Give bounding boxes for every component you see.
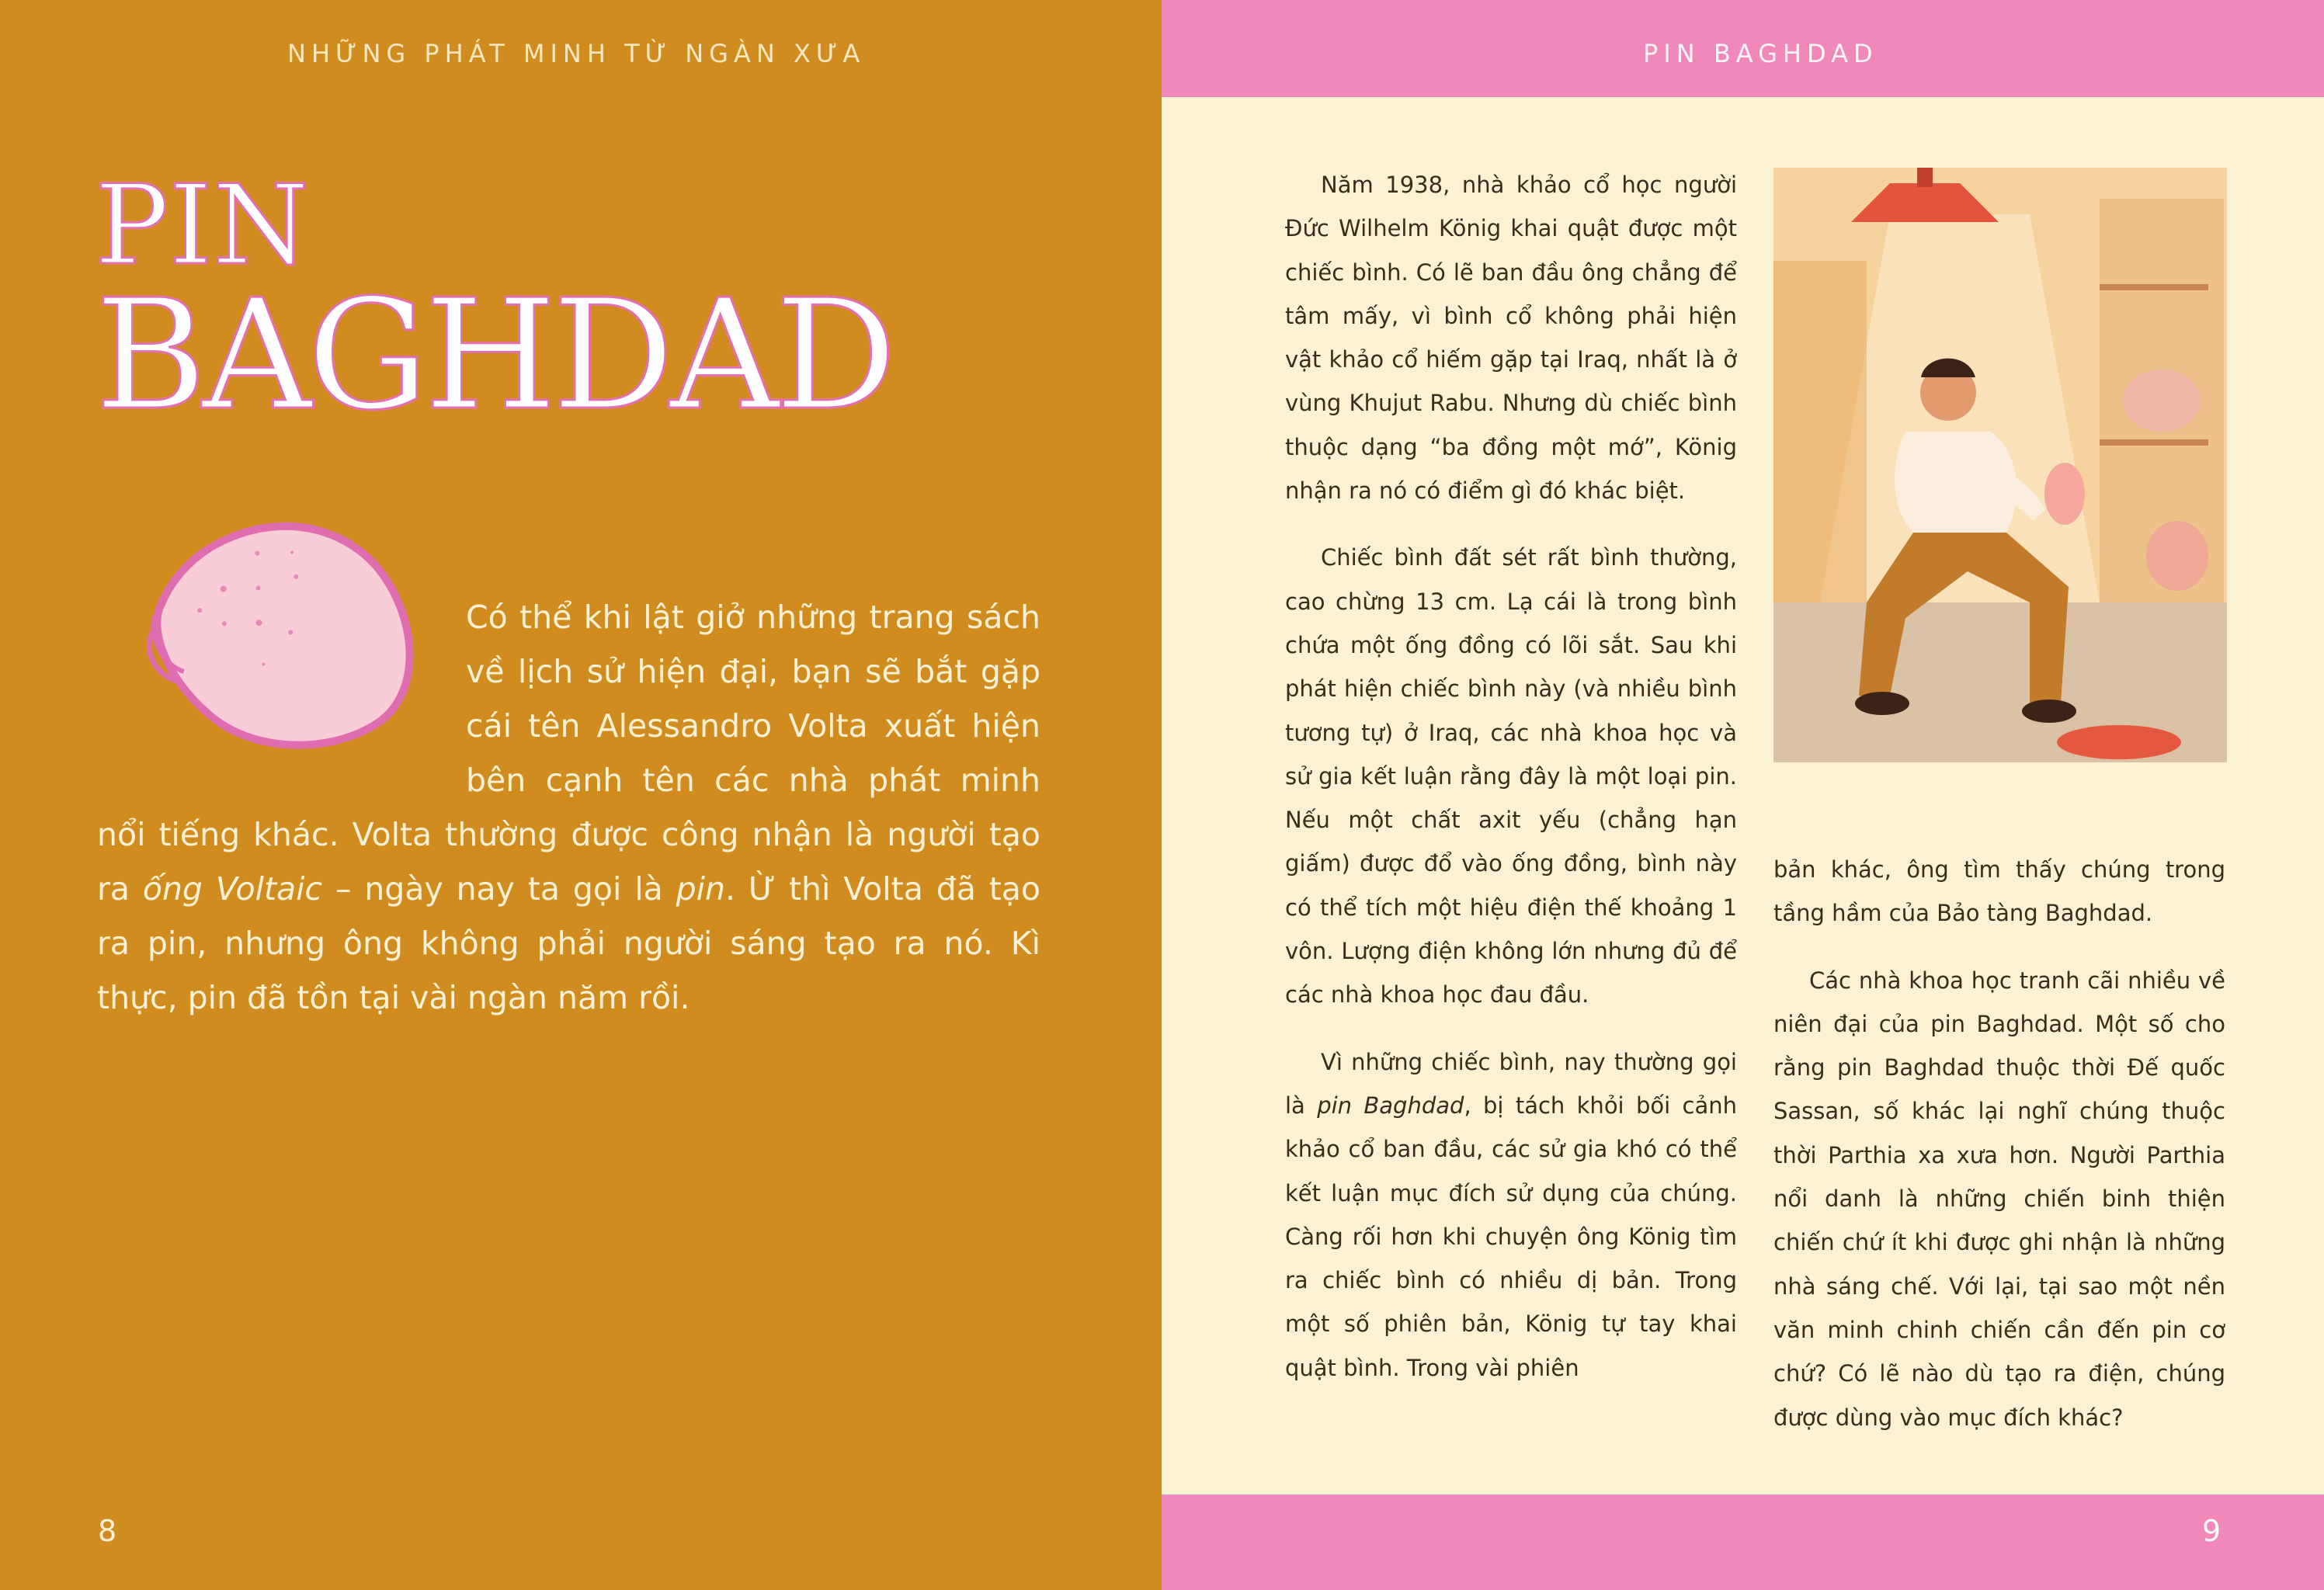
- title-line-1: PIN: [95, 161, 309, 290]
- paragraph-3: [1285, 1040, 1737, 1390]
- page-number-right: 9: [2202, 1514, 2222, 1548]
- running-head-right: PIN BAGHDAD: [1643, 39, 1878, 68]
- intro-paragraph: [97, 590, 1040, 1025]
- paragraph-4: bản khác, ông tìm thấy chúng trong tầng hầm của Bảo tàng Baghdad.: [1773, 856, 2225, 927]
- text-column-1: [1285, 163, 1737, 1413]
- paragraph-3-em: pin Baghdad: [1317, 1092, 1464, 1119]
- intro-em-pin: pin: [676, 870, 726, 908]
- paragraph-3-text-b: , bị tách khỏi bối cảnh khảo cổ ban đầu, các sử gia khó có thể kết luận mục đích sử dụng của chúng. Càng rối hơn khi chuyện ông König tìm ra chiếc bình có nhiều dị bản. Trong một số phiên bản, König tự tay khai quật bình. Trong vài phiên: [1285, 1092, 1738, 1381]
- text-column-2: [1773, 848, 2225, 1463]
- paragraph-1: Năm 1938, nhà khảo cổ học người Đức Wilhelm König khai quật được một chiếc bình. Có lẽ ban đầu ông chẳng để tâm mấy, vì bình cổ không phải hiện vật khảo cổ hiếm gặp tại Iraq, nhất là ở vùng Khujut Rabu. Nhưng dù chiếc bình thuộc dạng “ba đồng một mớ”, König nhận ra nó có điểm gì đó khác biệt.: [1285, 172, 1737, 505]
- archaeologist-illustration: [1773, 168, 2227, 762]
- paragraph-5: Các nhà khoa học tranh cãi nhiều về niên đại của pin Baghdad. Một số cho rằng pin Baghdad thuộc thời Đế quốc Sassan, số khác lại nghĩ chúng thuộc thời Parthia xa xưa hơn. Người Parthia nổi danh là những chiến binh thiện chiến chứ ít khi được ghi nhận là những nhà sáng chế. Với lại, tại sao một nền văn minh chinh chiến cần đến pin cơ chứ? Có lẽ nào dù tạo ra điện, chúng được dùng vào mục đích khác?: [1773, 967, 2225, 1431]
- jar-wrap-space: [97, 590, 466, 800]
- bottom-pink-band: [1162, 1495, 2324, 1590]
- running-head-left: NHỮNG PHÁT MINH TỪ NGÀN XƯA: [287, 39, 866, 68]
- intro-text-1: Có thể khi lật giở những trang sách về lịch sử hiện đại, bạn sẽ bắt gặp cái tên Alessandro Volta xuất hiện bên cạnh tên các nhà phát minh nổi tiếng khác. Volta thường được công nhận là người tạo ra: [97, 599, 1040, 908]
- intro-em-voltaic: ống Voltaic: [142, 870, 323, 908]
- page-number-left: 8: [98, 1514, 117, 1548]
- intro-text-2: – ngày nay ta gọi là: [322, 870, 676, 908]
- intro-text-3: . Ừ thì Volta đã tạo ra pin, nhưng ông không phải người sáng tạo ra nó. Kì thực, pin đã tồn tại vài ngàn năm rồi.: [97, 870, 1040, 1016]
- title-line-2: BAGHDAD: [95, 267, 892, 444]
- paragraph-2: Chiếc bình đất sét rất bình thường, cao chừng 13 cm. Lạ cái là trong bình chứa một ống đồng có lõi sắt. Sau khi phát hiện chiếc bình này (và nhiều bình tương tự) ở Iraq, các nhà khoa học và sử gia kết luận rằng đây là một loại pin. Nếu một chất axit yếu (chẳng hạn giấm) được đổ vào ống đồng, bình này có thể tích một hiệu điện thế khoảng 1 vôn. Lượng điện không lớn nhưng đủ để các nhà khoa học đau đầu.: [1285, 544, 1737, 1009]
- paragraph-3-text-a: Vì những chiếc bình, nay thường gọi là: [1285, 1048, 1737, 1119]
